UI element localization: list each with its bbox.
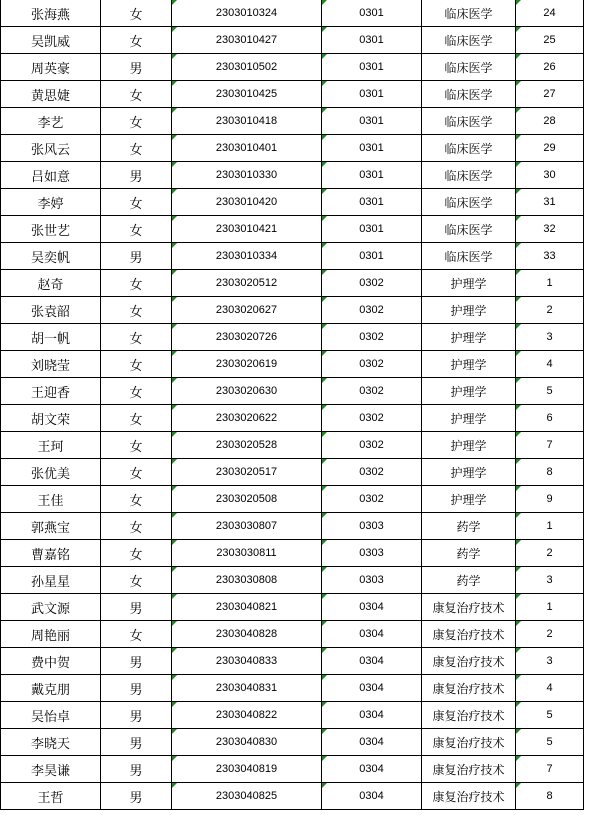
table-row [1,783,584,810]
major-name-cell[interactable]: 康复治疗技术 [422,756,516,783]
major-name-cell[interactable]: 药学 [422,513,516,540]
student-name-cell[interactable]: 李婷 [1,189,101,216]
major-name-cell[interactable]: 康复治疗技术 [422,621,516,648]
major-name-cell[interactable]: 护理学 [422,459,516,486]
student-id-cell[interactable]: 2303020627 [172,297,322,324]
major-name-cell[interactable]: 药学 [422,567,516,594]
gender-cell[interactable]: 女 [101,351,172,378]
table-row [1,270,584,297]
student-id-cell[interactable]: 2303040830 [172,729,322,756]
gender-cell[interactable]: 男 [101,594,172,621]
gender-cell[interactable]: 女 [101,378,172,405]
major-name-cell[interactable]: 护理学 [422,324,516,351]
major-name-cell[interactable]: 护理学 [422,486,516,513]
sequence-cell[interactable]: 24 [516,0,584,27]
major-name-cell[interactable]: 康复治疗技术 [422,702,516,729]
table-row [1,729,584,756]
table-row [1,108,584,135]
major-code-cell[interactable]: 0301 [322,81,422,108]
major-code-cell[interactable]: 0302 [322,378,422,405]
gender-cell[interactable]: 女 [101,0,172,27]
sequence-cell[interactable]: 8 [516,783,584,810]
major-code-cell[interactable]: 0301 [322,0,422,27]
student-name-cell[interactable]: 胡文荣 [1,405,101,432]
major-code-cell[interactable]: 0301 [322,243,422,270]
sequence-cell[interactable]: 4 [516,351,584,378]
major-code-cell[interactable]: 0302 [322,297,422,324]
student-id-cell[interactable]: 2303020528 [172,432,322,459]
student-name-cell[interactable]: 郭燕宝 [1,513,101,540]
major-name-cell[interactable]: 临床医学 [422,162,516,189]
student-id-cell[interactable]: 2303020619 [172,351,322,378]
student-id-cell[interactable]: 2303020512 [172,270,322,297]
student-id-cell[interactable]: 2303020517 [172,459,322,486]
major-name-cell[interactable]: 康复治疗技术 [422,675,516,702]
major-name-cell[interactable]: 康复治疗技术 [422,648,516,675]
major-name-cell[interactable]: 临床医学 [422,216,516,243]
major-name-cell[interactable]: 护理学 [422,297,516,324]
table-row [1,378,584,405]
student-id-cell[interactable]: 2303010421 [172,216,322,243]
major-code-cell[interactable]: 0301 [322,189,422,216]
major-code-cell[interactable]: 0302 [322,351,422,378]
student-name-cell[interactable]: 李晓天 [1,729,101,756]
table-row [1,324,584,351]
table-row [1,756,584,783]
gender-cell[interactable]: 女 [101,108,172,135]
table-row [1,621,584,648]
gender-cell[interactable]: 男 [101,675,172,702]
student-id-cell[interactable]: 2303010418 [172,108,322,135]
student-id-cell[interactable]: 2303020726 [172,324,322,351]
sequence-cell[interactable]: 2 [516,540,584,567]
gender-cell[interactable]: 女 [101,324,172,351]
student-name-cell[interactable]: 武文源 [1,594,101,621]
sequence-cell[interactable]: 5 [516,729,584,756]
gender-cell[interactable]: 男 [101,783,172,810]
student-name-cell[interactable]: 吴凯威 [1,27,101,54]
table-row [1,54,584,81]
sequence-cell[interactable]: 5 [516,378,584,405]
student-name-cell[interactable]: 费中贺 [1,648,101,675]
major-code-cell[interactable]: 0303 [322,513,422,540]
major-code-cell[interactable]: 0301 [322,162,422,189]
major-code-cell[interactable]: 0301 [322,27,422,54]
major-name-cell[interactable]: 护理学 [422,270,516,297]
major-name-cell[interactable]: 临床医学 [422,135,516,162]
table-row [1,405,584,432]
student-name-cell[interactable]: 王迎香 [1,378,101,405]
major-name-cell[interactable]: 康复治疗技术 [422,783,516,810]
major-name-cell[interactable]: 康复治疗技术 [422,594,516,621]
gender-cell[interactable]: 男 [101,648,172,675]
table-row [1,540,584,567]
gender-cell[interactable]: 男 [101,243,172,270]
gender-cell[interactable]: 男 [101,729,172,756]
student-rows [1,0,584,810]
gender-cell[interactable]: 女 [101,189,172,216]
major-name-cell[interactable]: 药学 [422,540,516,567]
sequence-cell[interactable]: 29 [516,135,584,162]
student-name-cell[interactable]: 王佳 [1,486,101,513]
sequence-cell[interactable]: 30 [516,162,584,189]
student-name-cell[interactable]: 李昊谦 [1,756,101,783]
table-row [1,135,584,162]
gender-cell[interactable]: 女 [101,540,172,567]
gender-cell[interactable]: 女 [101,621,172,648]
major-name-cell[interactable]: 临床医学 [422,27,516,54]
major-name-cell[interactable]: 临床医学 [422,81,516,108]
table-row [1,27,584,54]
student-name-cell[interactable]: 张风云 [1,135,101,162]
table-row [1,702,584,729]
student-name-cell[interactable]: 刘晓莹 [1,351,101,378]
sequence-cell[interactable]: 9 [516,486,584,513]
student-name-cell[interactable]: 张优美 [1,459,101,486]
major-code-cell[interactable]: 0302 [322,486,422,513]
table-row [1,162,584,189]
gender-cell[interactable]: 女 [101,513,172,540]
gender-cell[interactable]: 女 [101,432,172,459]
gender-cell[interactable]: 女 [101,81,172,108]
student-name-cell[interactable]: 张世艺 [1,216,101,243]
student-id-cell[interactable]: 2303040831 [172,675,322,702]
gender-cell[interactable]: 女 [101,486,172,513]
major-code-cell[interactable]: 0304 [322,756,422,783]
student-name-cell[interactable]: 王哲 [1,783,101,810]
student-id-cell[interactable]: 2303020508 [172,486,322,513]
student-name-cell[interactable]: 吴奕帆 [1,243,101,270]
gender-cell[interactable]: 男 [101,756,172,783]
sequence-cell[interactable]: 3 [516,324,584,351]
student-id-cell[interactable]: 2303030811 [172,540,322,567]
student-id-cell[interactable]: 2303040833 [172,648,322,675]
sequence-cell[interactable]: 1 [516,594,584,621]
sequence-cell[interactable]: 7 [516,432,584,459]
table-row [1,81,584,108]
student-id-cell[interactable]: 2303040825 [172,783,322,810]
sequence-cell[interactable]: 2 [516,297,584,324]
student-name-cell[interactable]: 吴怡卓 [1,702,101,729]
gender-cell[interactable]: 女 [101,405,172,432]
major-code-cell[interactable]: 0301 [322,135,422,162]
sequence-cell[interactable]: 33 [516,243,584,270]
table-row [1,351,584,378]
student-id-cell[interactable]: 2303020622 [172,405,322,432]
student-id-cell[interactable]: 2303040821 [172,594,322,621]
student-name-cell[interactable]: 李艺 [1,108,101,135]
student-id-cell[interactable]: 2303030808 [172,567,322,594]
major-code-cell[interactable]: 0301 [322,108,422,135]
major-code-cell[interactable]: 0304 [322,729,422,756]
sequence-cell[interactable]: 8 [516,459,584,486]
gender-cell[interactable]: 女 [101,459,172,486]
major-code-cell[interactable]: 0304 [322,702,422,729]
gender-cell[interactable]: 女 [101,27,172,54]
gender-cell[interactable]: 男 [101,702,172,729]
student-name-cell[interactable]: 周艳丽 [1,621,101,648]
student-id-cell[interactable]: 2303010401 [172,135,322,162]
table-row [1,243,584,270]
gender-cell[interactable]: 女 [101,297,172,324]
major-code-cell[interactable]: 0301 [322,216,422,243]
major-code-cell[interactable]: 0304 [322,648,422,675]
major-code-cell[interactable]: 0302 [322,432,422,459]
student-name-cell[interactable]: 曹嘉铭 [1,540,101,567]
table-row [1,594,584,621]
sequence-cell[interactable]: 31 [516,189,584,216]
major-name-cell[interactable]: 护理学 [422,378,516,405]
major-name-cell[interactable]: 护理学 [422,351,516,378]
sequence-cell[interactable]: 27 [516,81,584,108]
major-name-cell[interactable]: 临床医学 [422,243,516,270]
gender-cell[interactable]: 女 [101,567,172,594]
student-name-cell[interactable]: 胡一帆 [1,324,101,351]
major-code-cell[interactable]: 0302 [322,270,422,297]
student-id-cell[interactable]: 2303010502 [172,54,322,81]
major-name-cell[interactable]: 临床医学 [422,54,516,81]
student-id-cell[interactable]: 2303040828 [172,621,322,648]
student-name-cell[interactable]: 戴克朋 [1,675,101,702]
major-code-cell[interactable]: 0303 [322,567,422,594]
major-name-cell[interactable]: 康复治疗技术 [422,729,516,756]
student-id-cell[interactable]: 2303010420 [172,189,322,216]
sequence-cell[interactable]: 25 [516,27,584,54]
sequence-cell[interactable]: 1 [516,513,584,540]
table-row [1,459,584,486]
gender-cell[interactable]: 男 [101,54,172,81]
major-name-cell[interactable]: 临床医学 [422,0,516,27]
major-name-cell[interactable]: 临床医学 [422,189,516,216]
student-id-cell[interactable]: 2303030807 [172,513,322,540]
major-code-cell[interactable]: 0302 [322,459,422,486]
student-id-cell[interactable]: 2303040819 [172,756,322,783]
student-id-cell[interactable]: 2303010324 [172,0,322,27]
table-row [1,567,584,594]
student-id-cell[interactable]: 2303010330 [172,162,322,189]
table-row [1,648,584,675]
student-id-cell[interactable]: 2303040822 [172,702,322,729]
sequence-cell[interactable]: 2 [516,621,584,648]
gender-cell[interactable]: 男 [101,162,172,189]
major-code-cell[interactable]: 0302 [322,324,422,351]
table-row [1,189,584,216]
student-name-cell[interactable]: 周英豪 [1,54,101,81]
table-row [1,297,584,324]
table-row [1,216,584,243]
sequence-cell[interactable]: 32 [516,216,584,243]
sequence-cell[interactable]: 3 [516,567,584,594]
student-name-cell[interactable]: 张袁韶 [1,297,101,324]
major-name-cell[interactable]: 护理学 [422,405,516,432]
major-code-cell[interactable]: 0303 [322,540,422,567]
sequence-cell[interactable]: 6 [516,405,584,432]
major-code-cell[interactable]: 0304 [322,783,422,810]
major-name-cell[interactable]: 护理学 [422,432,516,459]
table-row [1,0,584,27]
major-code-cell[interactable]: 0304 [322,594,422,621]
table-row [1,513,584,540]
major-name-cell[interactable]: 临床医学 [422,108,516,135]
student-name-cell[interactable]: 吕如意 [1,162,101,189]
gender-cell[interactable]: 女 [101,216,172,243]
student-id-cell[interactable]: 2303010427 [172,27,322,54]
sequence-cell[interactable]: 28 [516,108,584,135]
sequence-cell[interactable]: 4 [516,675,584,702]
major-code-cell[interactable]: 0304 [322,675,422,702]
student-id-cell[interactable]: 2303010334 [172,243,322,270]
student-id-cell[interactable]: 2303020630 [172,378,322,405]
student-name-cell[interactable]: 黄思婕 [1,81,101,108]
table-row [1,675,584,702]
gender-cell[interactable]: 女 [101,135,172,162]
sequence-cell[interactable]: 5 [516,702,584,729]
student-name-cell[interactable]: 赵奇 [1,270,101,297]
table-row [1,486,584,513]
major-code-cell[interactable]: 0304 [322,621,422,648]
sequence-cell[interactable]: 1 [516,270,584,297]
student-id-cell[interactable]: 2303010425 [172,81,322,108]
sequence-cell[interactable]: 7 [516,756,584,783]
major-code-cell[interactable]: 0301 [322,54,422,81]
sequence-cell[interactable]: 3 [516,648,584,675]
sequence-cell[interactable]: 26 [516,54,584,81]
student-name-cell[interactable]: 张海燕 [1,0,101,27]
student-name-cell[interactable]: 王珂 [1,432,101,459]
major-code-cell[interactable]: 0302 [322,405,422,432]
table-row [1,432,584,459]
student-name-cell[interactable]: 孙星星 [1,567,101,594]
gender-cell[interactable]: 女 [101,270,172,297]
